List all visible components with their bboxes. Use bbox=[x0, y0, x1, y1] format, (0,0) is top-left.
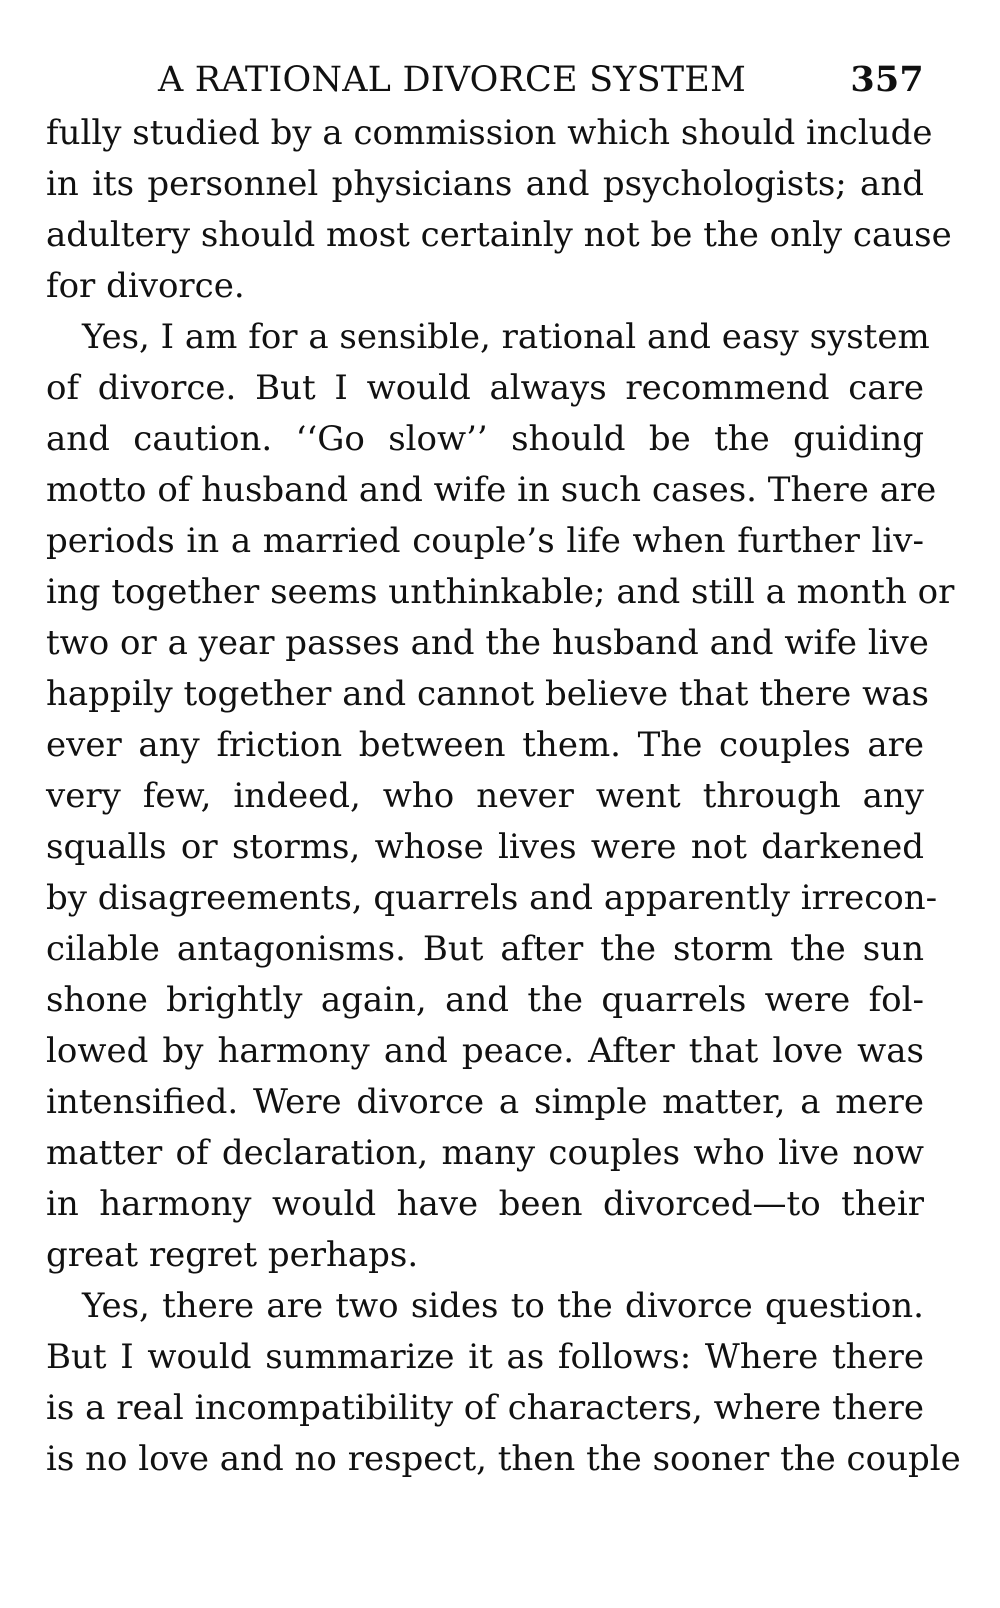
text-line: for divorce. bbox=[46, 266, 245, 306]
text-line: adultery should most certainly not be the only cause bbox=[46, 215, 952, 255]
text-line: by disagreements, quarrels and apparently irrecon- bbox=[46, 878, 938, 918]
text-line: of divorce. But I would always recommend care bbox=[46, 368, 924, 408]
text-line: in harmony would have been divorced—to their bbox=[46, 1184, 924, 1224]
page-header bbox=[46, 52, 924, 108]
text-line: ing together seems unthinkable; and still a month or bbox=[46, 572, 955, 612]
body-text bbox=[46, 108, 961, 1485]
text-line: Yes, I am for a sensible, rational and easy system bbox=[82, 317, 930, 357]
text-line: very few, indeed, who never went through any bbox=[46, 776, 924, 816]
running-title: A RATIONAL DIVORCE SYSTEM bbox=[158, 60, 747, 100]
text-line: two or a year passes and the husband and wife live bbox=[46, 623, 929, 663]
text-line: is no love and no respect, then the sooner the couple bbox=[46, 1439, 961, 1479]
text-line: and caution. ‘‘Go slow’’ should be the guiding bbox=[46, 419, 924, 459]
text-line: fully studied by a commission which should include bbox=[46, 113, 933, 153]
text-line: intensified. Were divorce a simple matter, a mere bbox=[46, 1082, 924, 1122]
text-line: shone brightly again, and the quarrels were fol- bbox=[46, 980, 924, 1020]
book-page bbox=[46, 52, 961, 1485]
text-line: Yes, there are two sides to the divorce question. bbox=[82, 1286, 924, 1326]
text-line: happily together and cannot believe that there was bbox=[46, 674, 929, 714]
text-line: great regret perhaps. bbox=[46, 1235, 419, 1275]
text-line: lowed by harmony and peace. After that love was bbox=[46, 1031, 924, 1071]
text-line: cilable antagonisms. But after the storm the sun bbox=[46, 929, 924, 969]
text-line: squalls or storms, whose lives were not darkened bbox=[46, 827, 924, 867]
text-line: ever any friction between them. The couples are bbox=[46, 725, 924, 765]
text-line: matter of declaration, many couples who live now bbox=[46, 1133, 924, 1173]
text-line: is a real incompatibility of characters, where there bbox=[46, 1388, 924, 1428]
text-line: periods in a married couple’s life when further liv- bbox=[46, 521, 924, 561]
text-line: But I would summarize it as follows: Where there bbox=[46, 1337, 924, 1377]
text-line: in its personnel physicians and psychologists; and bbox=[46, 164, 924, 204]
text-line: motto of husband and wife in such cases. There are bbox=[46, 470, 937, 510]
page-number: 357 bbox=[850, 59, 924, 100]
